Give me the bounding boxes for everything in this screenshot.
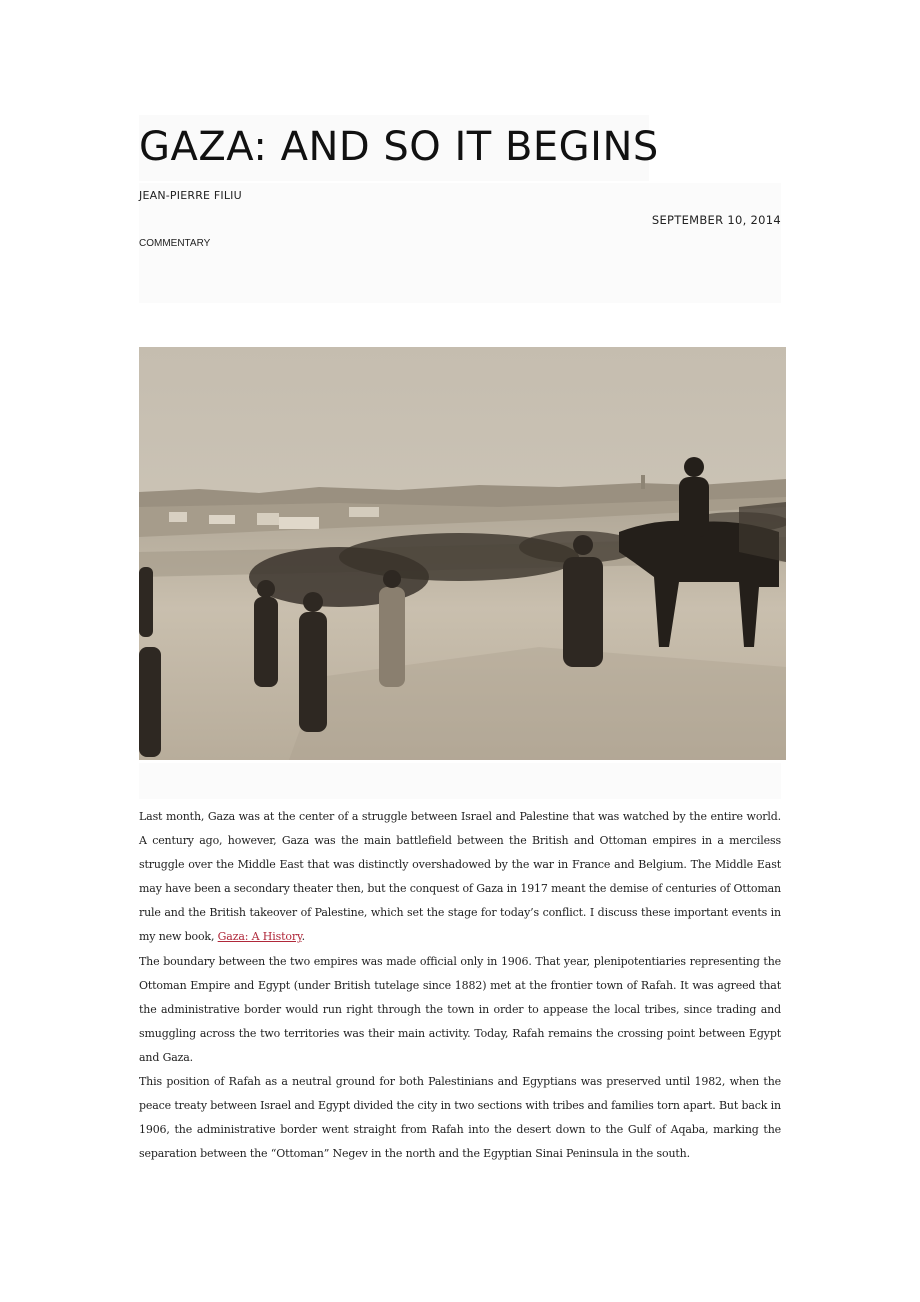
author-name: JEAN-PIERRE FILIU	[139, 189, 242, 202]
paragraph-1-text: Last month, Gaza was at the center of a struggle between Israel and Palestine that was watched by the entire world. A century ago, however, Gaza was the main battlefield between the British and Ottoman empires in a merciless struggle over the Middle East that was distinctly overshadowed by the war in France and Belgium. The Middle East may have been a secondary theater then, but the conquest of Gaza in 1917 meant the demise of centuries of Ottoman rule and the British takeover of Palestine, which set the stage for today’s conflict. I discuss these important events in my new book,	[139, 810, 781, 944]
category-label: COMMENTARY	[139, 238, 211, 249]
article-photo	[139, 347, 786, 760]
paragraph-1	[139, 805, 781, 950]
caption-background	[139, 763, 781, 799]
article-body	[139, 805, 781, 1166]
publish-date: SEPTEMBER 10, 2014	[651, 213, 781, 227]
book-link[interactable]: Gaza: A History	[217, 930, 302, 944]
article-title: GAZA: AND SO IT BEGINS	[139, 124, 659, 170]
paragraph-1-end: .	[301, 930, 305, 944]
paragraph-3: This position of Rafah as a neutral ground for both Palestinians and Egyptians was preserved until 1982, when the peace treaty between Israel and Egypt divided the city in two sections with tribes and families torn apart. But back in 1906, the administrative border went straight from Rafah into the desert down to the Gulf of Aqaba, marking the separation between the “Ottoman” Negev in the north and the Egyptian Sinai Peninsula in the south.	[139, 1075, 781, 1161]
paragraph-2: The boundary between the two empires was made official only in 1906. That year, plenipotentiaries representing the Ottoman Empire and Egypt (under British tutelage since 1882) met at the frontier town of Rafah. It was agreed that the administrative border would run right through the town in order to appease the local tribes, since trading and smuggling across the two territories was their main activity. Today, Rafah remains the crossing point between Egypt and Gaza.	[139, 954, 781, 1064]
